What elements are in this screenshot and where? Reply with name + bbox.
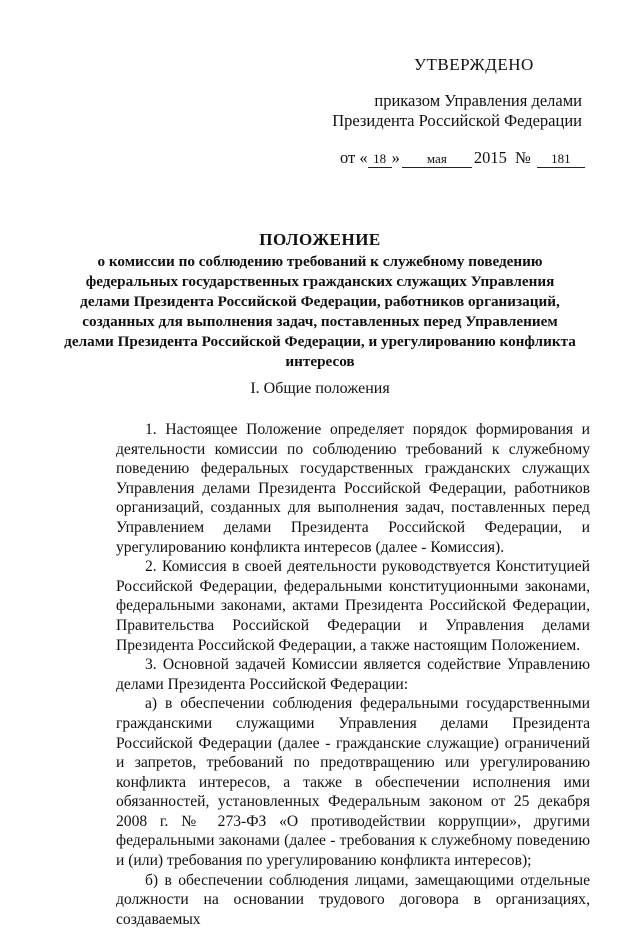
paragraph-1: 1. Настоящее Положение определяет порядок формирования и деятельности комиссии по соблюдению требований к служебному поведению федеральных государственных гражданских служащих Управления делами Президента Российской Федерации, работников организаций, созданных для выполнения задач, поставленных перед Управлением делами Президента Российской Федерации, и урегулированию конфликта интересов (далее - Комиссия).: [116, 421, 590, 556]
document-body: [116, 420, 590, 929]
order-year: 2015: [473, 148, 507, 167]
document-title: ПОЛОЖЕНИЕ: [259, 230, 381, 249]
order-number: 181: [537, 150, 585, 168]
approval-stamp-heading: УТВЕРЖДЕНО: [414, 55, 534, 74]
number-sign: №: [515, 148, 531, 167]
section-heading: I. Общие положения: [250, 380, 390, 397]
document-subtitle: о комиссии по соблюдению требований к служебному поведению федеральных государственных гражданских служащих Управления делами Президента Российской Федерации, работников организаций, созданных для выполнения задач, поставленных перед Управлением делами Президента Российской Федерации, и урегулированию конфликта интересов: [64, 253, 576, 370]
order-month: мая: [402, 150, 472, 168]
order-day: 18: [368, 150, 392, 168]
paragraph-3: 3. Основной задачей Комиссии является содействие Управлению делами Президента Российской Федерации:: [116, 656, 590, 693]
paragraph-2: 2. Комиссия в своей деятельности руководствуется Конституцией Российской Федерации, федеральными конституционными законами, федеральными законами, актами Президента Российской Федерации, Правительства Российской Федерации и Управления делами Президента Российской Федерации, а также настоящим Положением.: [116, 558, 590, 654]
paragraph-3a: а) в обеспечении соблюдения федеральными государственными гражданскими служащими Управления делами Президента Российской Федерации (далее - гражданские служащие) ограничений и запретов, требований по предотвращению или урегулированию конфликта интересов, а также в обеспечении исполнения ими обязанностей, установленных Федеральным законом от 25 декабря 2008 г. № 273-ФЗ «О противодействии коррупции», другими федеральными законами (далее - требования к служебному поведению и (или) требования по урегулированию конфликта интересов);: [116, 695, 590, 870]
order-line-1: приказом Управления делами: [374, 91, 582, 110]
day-close-quote: »: [391, 148, 400, 167]
date-prefix: от «: [340, 148, 368, 167]
order-line-2: Президента Российской Федерации: [332, 111, 582, 130]
paragraph-3b: б) в обеспечении соблюдения лицами, замещающими отдельные должности на основании трудового договора в организациях, создаваемых: [116, 871, 590, 928]
order-date-line: [340, 148, 585, 168]
